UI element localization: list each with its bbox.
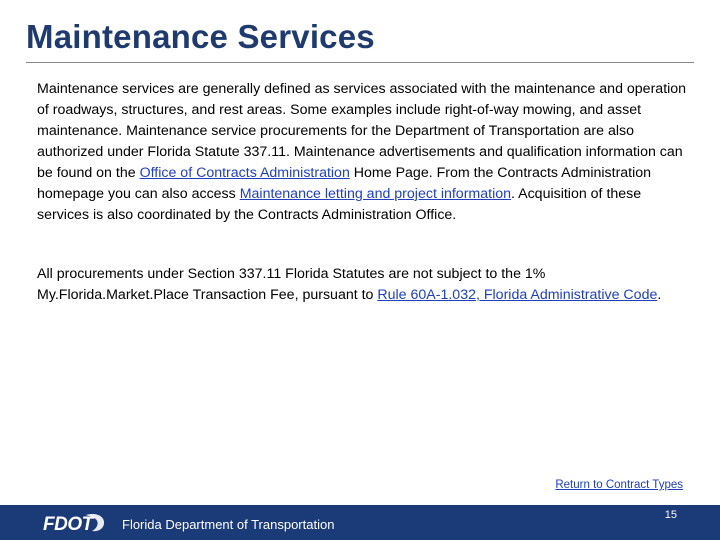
maintenance-letting-link[interactable]: Maintenance letting and project information bbox=[239, 186, 512, 202]
footer-bar bbox=[0, 505, 720, 540]
svg-text:FDOT: FDOT bbox=[43, 514, 93, 534]
para1-text-2: Home Page. From the Contracts Administration homepage you can also access bbox=[37, 165, 652, 202]
para1-text-3: . Acquisition of these services is also coordinated by the Contracts Administration Office. bbox=[37, 186, 642, 223]
fdot-logo bbox=[42, 512, 106, 539]
page-number: 15 bbox=[664, 509, 677, 521]
slide-title: Maintenance Services bbox=[26, 18, 375, 55]
paragraph-procurement-fee bbox=[37, 264, 687, 306]
title-divider bbox=[26, 62, 694, 63]
rule-60a-link[interactable]: Rule 60A-1.032, Florida Administrative Code bbox=[377, 287, 658, 303]
paragraph-maintenance-definition bbox=[37, 79, 687, 226]
office-of-contracts-administration-link[interactable]: Office of Contracts Administration bbox=[139, 165, 350, 181]
para2-text-2: . bbox=[657, 287, 662, 303]
footer-organization-name: Florida Department of Transportation bbox=[122, 517, 335, 532]
return-to-contract-types-link[interactable]: Return to Contract Types bbox=[555, 479, 683, 491]
para2-text-1: All procurements under Section 337.11 Florida Statutes are not subject to the 1% My.Florida.Market.Place Transaction Fee, pursuant to bbox=[37, 266, 546, 303]
fdot-logo-icon bbox=[42, 512, 106, 534]
para1-text-1: Maintenance services are generally defined as services associated with the maintenance and operation of roadways, structures, and rest areas. Some examples include right-of-way mowing, and asset maintenance. Maintenance service procurements for the Department of Transportation are also authorized under Florida Statute 337.11. Maintenance advertisements and qualification information can be found on the bbox=[37, 81, 687, 181]
